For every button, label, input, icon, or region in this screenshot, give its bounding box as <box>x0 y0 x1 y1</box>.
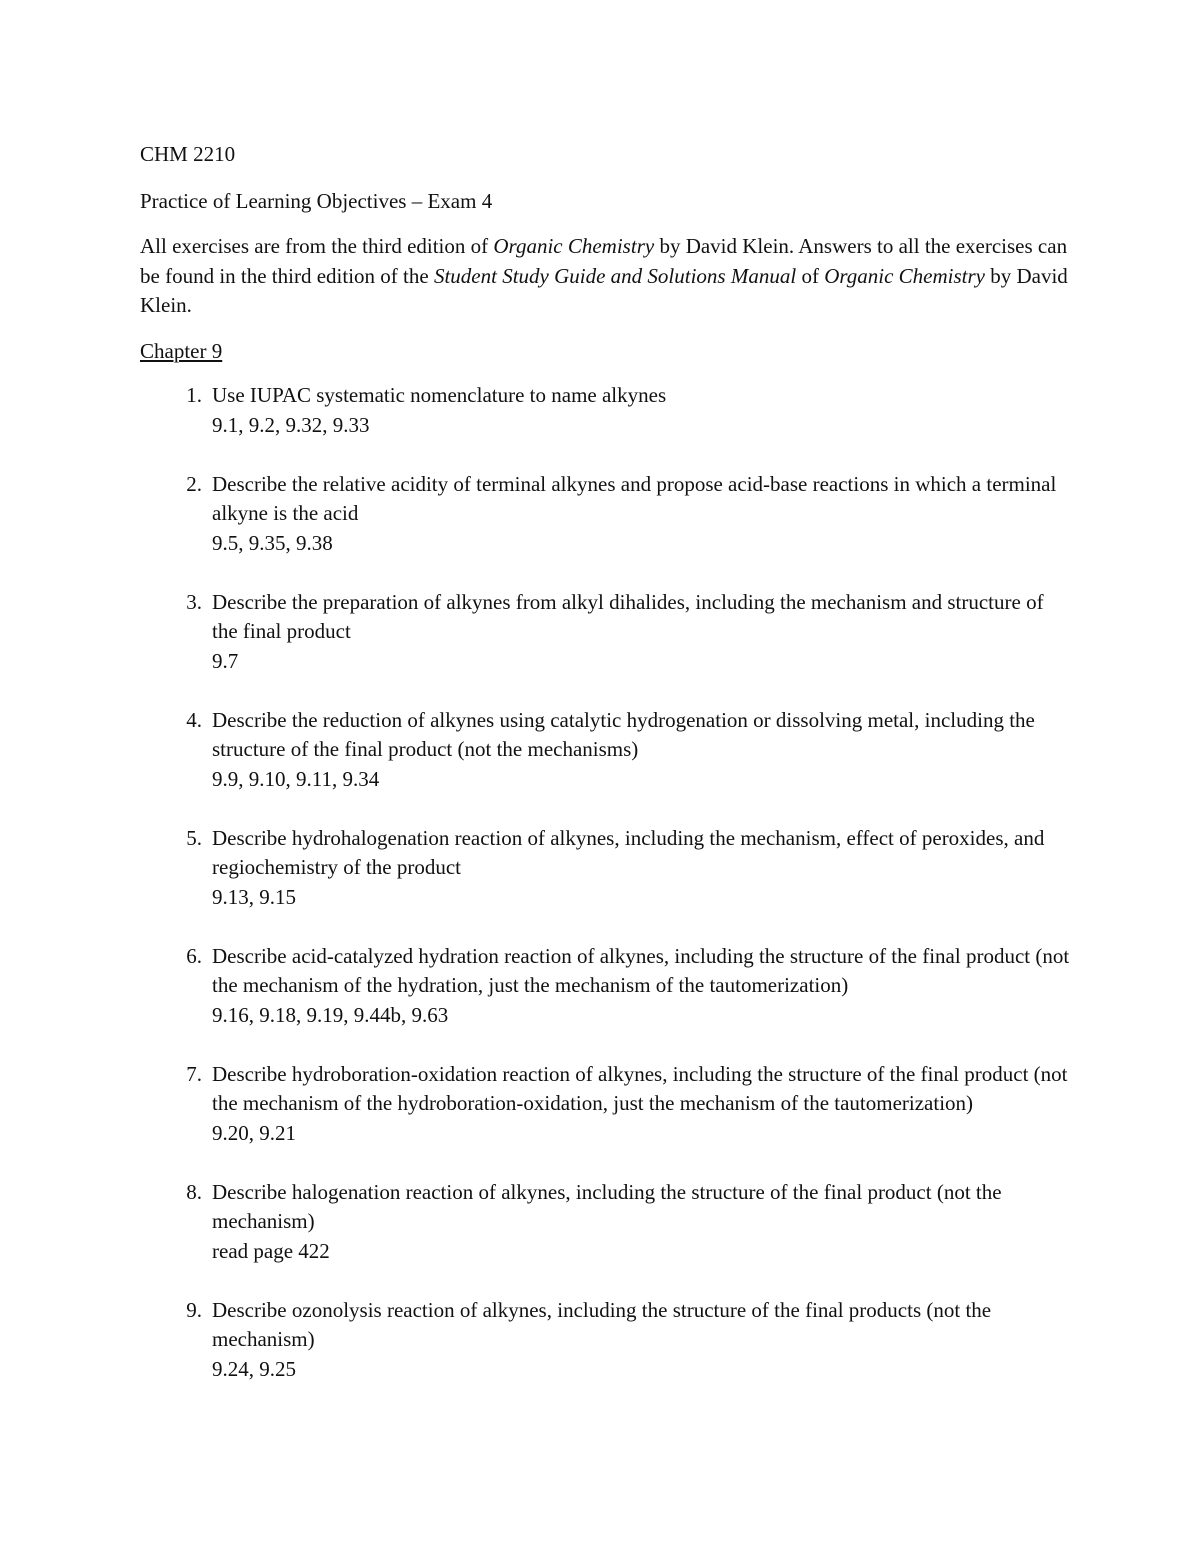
intro-text-1: All exercises are from the third edition of <box>140 234 494 258</box>
book-title-1: Organic Chemistry <box>493 234 655 258</box>
objective-text: Describe halogenation reaction of alkynes, including the structure of the final product (not the mechanism) <box>212 1179 1002 1233</box>
objective-exercises: read page 422 <box>212 1238 330 1263</box>
objective-item <box>140 470 1070 559</box>
chapter-heading: Chapter 9 <box>140 338 223 363</box>
objective-exercises: 9.5, 9.35, 9.38 <box>212 530 333 555</box>
objective-item <box>140 942 1070 1031</box>
objective-exercises: 9.7 <box>212 648 239 673</box>
intro-text-3: of <box>796 263 825 288</box>
objective-number: 3. <box>186 589 202 614</box>
objective-number: 1. <box>186 383 202 407</box>
intro-text-2: by David Klein. Answers to all the exercises can be found in the third edition of the <box>140 234 1068 288</box>
objective-item <box>140 381 1070 440</box>
objective-text: Describe the reduction of alkynes using catalytic hydrogenation or dissolving metal, including the structure of the final product (not the mechanisms) <box>212 707 1035 761</box>
objective-number: 9. <box>186 1297 202 1322</box>
objective-text: Describe acid-catalyzed hydration reaction of alkynes, including the structure of the final product (not the mechanism of the hydration, just the mechanism of the tautomerization) <box>212 943 1070 997</box>
book-title-3: Organic Chemistry <box>824 263 985 288</box>
objective-exercises: 9.13, 9.15 <box>212 884 296 909</box>
objective-number: 2. <box>186 471 202 496</box>
document-subtitle: Practice of Learning Objectives – Exam 4 <box>140 188 493 213</box>
objective-item <box>140 706 1070 795</box>
objective-exercises: 9.16, 9.18, 9.19, 9.44b, 9.63 <box>212 1002 449 1027</box>
objective-number: 7. <box>186 1061 202 1086</box>
objective-exercises: 9.9, 9.10, 9.11, 9.34 <box>212 766 380 791</box>
document-page <box>140 140 1070 1414</box>
objective-number: 5. <box>186 825 202 850</box>
objective-number: 4. <box>186 707 202 732</box>
objective-number: 8. <box>186 1179 202 1204</box>
course-code: CHM 2210 <box>140 142 236 166</box>
objective-item <box>140 1296 1070 1385</box>
objective-exercises: 9.24, 9.25 <box>212 1356 296 1381</box>
objective-exercises: 9.1, 9.2, 9.32, 9.33 <box>212 412 370 437</box>
objective-text: Describe hydroboration-oxidation reaction of alkynes, including the structure of the final product (not the mechanism of the hydroboration-oxidation, just the mechanism of the tautomerization) <box>212 1061 1068 1115</box>
objective-item <box>140 588 1070 677</box>
objective-exercises: 9.20, 9.21 <box>212 1120 296 1145</box>
objective-text: Use IUPAC systematic nomenclature to name alkynes <box>212 383 667 407</box>
objective-text: Describe ozonolysis reaction of alkynes, including the structure of the final products (not the mechanism) <box>212 1297 992 1351</box>
objective-text: Describe the preparation of alkynes from alkyl dihalides, including the mechanism and structure of the final product <box>212 589 1044 643</box>
objective-text: Describe hydrohalogenation reaction of alkynes, including the mechanism, effect of peroxides, and regiochemistry of the product <box>212 825 1045 879</box>
intro-text-4: by David Klein. <box>140 263 1068 317</box>
objective-item <box>140 1060 1070 1149</box>
objective-text: Describe the relative acidity of terminal alkynes and propose acid-base reactions in which a terminal alkyne is the acid <box>212 471 1057 525</box>
objectives-list <box>140 381 1070 1384</box>
objective-number: 6. <box>186 943 202 968</box>
objective-item <box>140 824 1070 913</box>
intro-paragraph <box>140 232 1070 321</box>
objective-item <box>140 1178 1070 1267</box>
book-title-2: Student Study Guide and Solutions Manual <box>433 263 797 288</box>
